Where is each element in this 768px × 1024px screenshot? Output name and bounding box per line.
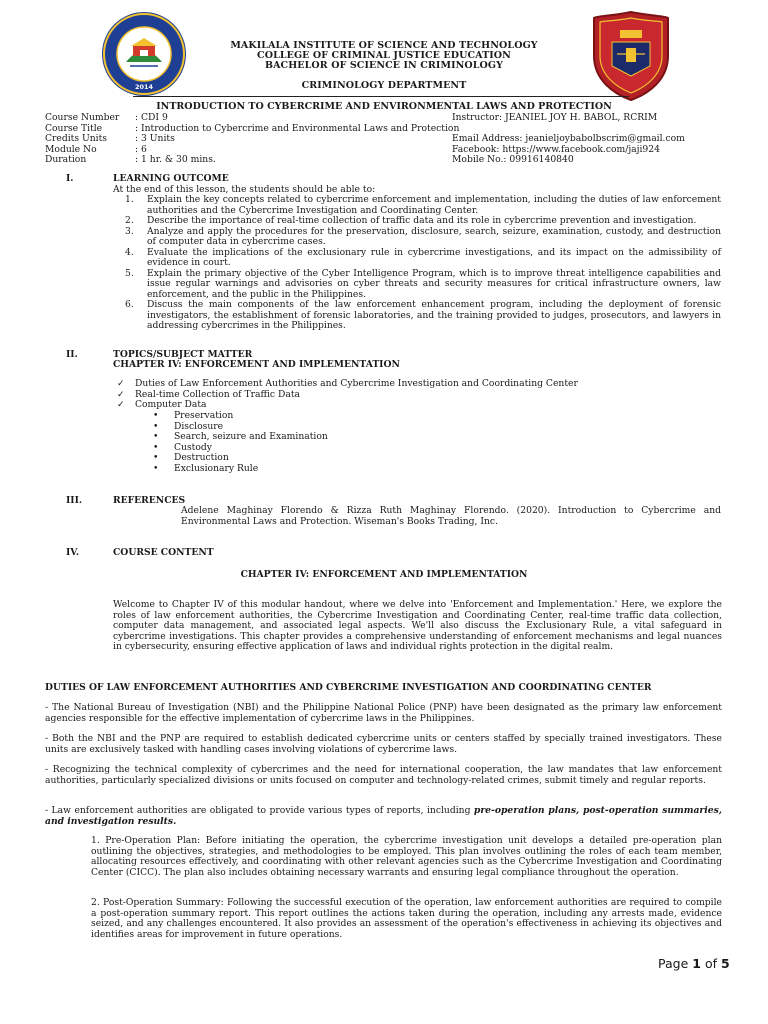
- page-number: Page 1 of 5: [658, 956, 730, 971]
- duties-paragraph-3: - Recognizing the technical complexity of cybercrimes and the need for international cooperation, the law mandates that law enforcement authorities, particularly specialized divisions or units focused on computer and technology-related crimes, submit timely and regular reports.: [45, 764, 722, 786]
- duties-paragraph-4: - Law enforcement authorities are obligated to provide various types of reports, including pre-operation plans, post-operation summaries, and investigation results.: [45, 805, 722, 827]
- list-item: • Exclusionary Rule: [146, 464, 328, 475]
- post-operation-summary-paragraph: 2. Post-Operation Summary: Following the successful execution of the operation, law enforcement authorities are required to compile a post-operation summary report. This report outlines the actions taken during the operation, including any arrests made, evidence seized, and any challenges encountered. It also provides an assessment of the operation's effectiveness in achieving its objectives and identifies areas for improvement in future operations.: [91, 897, 722, 940]
- college-name: COLLEGE OF CRIMINAL JUSTICE EDUCATION: [257, 50, 511, 61]
- duration-label: Duration: [45, 154, 87, 166]
- module-no-label: Module No: [45, 143, 97, 155]
- list-item: ✓ Real-time Collection of Traffic Data: [113, 390, 713, 401]
- section-2-chapter: CHAPTER IV: ENFORCEMENT AND IMPLEMENTATION: [113, 359, 400, 370]
- instructor-email: Email Address: jeanieljoybabolbscrim@gmail.com: [452, 133, 685, 145]
- bullet-icon: •: [153, 410, 159, 421]
- course-number-value: : CDI 9: [135, 112, 168, 123]
- duties-heading: DUTIES OF LAW ENFORCEMENT AUTHORITIES AND CYBERCRIME INVESTIGATION AND COORDINATING CENTER: [45, 682, 652, 693]
- section-3-number: III.: [66, 495, 83, 506]
- instructor-mobile: Mobile No.: 09916140840: [452, 154, 574, 166]
- list-item: • Destruction: [146, 453, 328, 464]
- learning-outcome-intro: At the end of this lesson, the students should be able to:: [113, 184, 376, 195]
- section-2-title: TOPICS/SUBJECT MATTER: [113, 349, 253, 360]
- institution-name: MAKILALA INSTITUTE OF SCIENCE AND TECHNOLOGY: [230, 40, 538, 51]
- instructor-facebook: Facebook: https://www.facebook.com/jaji924: [452, 143, 660, 155]
- check-icon: ✓: [117, 378, 125, 389]
- bullet-icon: •: [153, 431, 159, 443]
- instructor-name: Instructor: JEANIEL JOY H. BABOL, RCRIM: [452, 112, 658, 123]
- check-icon: ✓: [117, 388, 125, 400]
- section-1-title: LEARNING OUTCOME: [113, 173, 229, 184]
- section-4-title: COURSE CONTENT: [113, 547, 214, 558]
- course-info-labels: [45, 113, 137, 166]
- welcome-paragraph: Welcome to Chapter IV of this modular handout, where we delve into 'Enforcement and Implementation.' Here, we explore the roles of law enforcement authorities, the Cybercrime Investigation and Coordinating Center, real-time traffic data collection, computer data management, and associated legal aspects. We'll also discuss the Exclusionary Rule, a vital safeguard in cybercrime investigations. This chapter provides a comprehensive understanding of enforcement mechanisms and legal nuances in cybersecurity, ensuring effective application of laws and individual rights protection in the digital realm.: [113, 599, 722, 652]
- instructor-info: [452, 113, 752, 166]
- check-icon: ✓: [117, 399, 125, 411]
- bullet-icon: •: [153, 462, 159, 474]
- section-3-title: REFERENCES: [113, 495, 186, 506]
- list-item: 6. Discuss the main components of the law enforcement enhancement program, including the deployment of forensic investigators, the establishment of forensic laboratories, and the training provided to judges, prosecutors, and lawyers in addressing cybercrimes in the Philippines.: [125, 299, 721, 331]
- duration-value: : 1 hr. & 30 mins.: [135, 154, 216, 166]
- course-info-values: [135, 113, 485, 166]
- chapter-heading: CHAPTER IV: ENFORCEMENT AND IMPLEMENTATION: [240, 569, 528, 580]
- course-title-value: : Introduction to Cybercrime and Environmental Laws and Protection: [135, 122, 460, 134]
- list-item: 3. Analyze and apply the procedures for the preservation, disclosure, search, seizure, examination, custody, and destruction of computer data in cybercrime cases.: [125, 225, 721, 247]
- list-item: • Search, seizure and Examination: [146, 432, 328, 443]
- list-item: 2. Describe the importance of real-time collection of traffic data and its role in cybercrime prevention and investigation.: [125, 215, 697, 226]
- bullet-icon: •: [153, 452, 159, 464]
- program-name: BACHELOR OF SCIENCE IN CRIMINOLOGY: [264, 60, 504, 71]
- computer-data-sublist: [146, 411, 328, 475]
- course-number-label: Course Number: [45, 112, 120, 123]
- credits-units-value: : 3 Units: [135, 133, 175, 145]
- header-divider: [133, 96, 629, 97]
- credits-units-label: Credits Units: [45, 133, 108, 145]
- bullet-icon: •: [153, 420, 159, 432]
- department-name: CRIMINOLOGY DEPARTMENT: [301, 80, 467, 91]
- list-item: ✓ Computer Data: [113, 400, 713, 411]
- reference-citation: Adelene Maghinay Florendo & Rizza Ruth Maghinay Florendo. (2020). Introduction to Cybercrime and Environmental Laws and Protection. Wiseman's Books Trading, Inc.: [181, 505, 721, 527]
- total-pages: 5: [720, 956, 730, 971]
- module-no-value: : 6: [135, 143, 147, 155]
- seal-year-text: 2014: [134, 83, 154, 91]
- list-item: 1. Explain the key concepts related to cybercrime enforcement and implementation, including the duties of law enforcement authorities and the Cybercrime Investigation and Coordinating Center.: [125, 194, 721, 216]
- list-item: 4. Evaluate the implications of the exclusionary rule in cybercrime investigations, and its impact on the admissibility of evidence in court.: [125, 246, 721, 268]
- list-item: • Custody: [146, 443, 328, 454]
- learning-outcome-list: [113, 195, 721, 332]
- pre-operation-plan-paragraph: 1. Pre-Operation Plan: Before initiating the operation, the cybercrime investigation unit develops a detailed pre-operation plan outlining the objectives, strategies, and methodologies to be employed. This plan involves outlining the roles of each team member, allocating resources effectively, and coordinating with other relevant agencies such as the Cybercrime Investigation and Coordinating Center (CICC). The plan also includes obtaining necessary warrants and ensuring legal compliance throughout the operation.: [91, 835, 722, 878]
- list-item: 5. Explain the primary objective of the Cyber Intelligence Program, which is to improve threat intelligence capabilities and issue regular warnings and advisories on cyber threats and security measures for critical infrastructure owners, law enforcement, and the public in the Philippines.: [125, 267, 721, 300]
- topics-check-list: [113, 379, 713, 411]
- section-1-number: I.: [66, 173, 74, 184]
- current-page: 1: [692, 956, 701, 971]
- duties-paragraph-1: - The National Bureau of Investigation (NBI) and the Philippine National Police (PNP) have been designated as the primary law enforcement agencies responsible for the effective implementation of cybercrime laws in the Philippines.: [45, 702, 722, 724]
- list-item: • Disclosure: [146, 422, 328, 433]
- list-item: ✓ Duties of Law Enforcement Authorities and Cybercrime Investigation and Coordinating Center: [113, 379, 713, 390]
- subject-title: INTRODUCTION TO CYBERCRIME AND ENVIRONMENTAL LAWS AND PROTECTION: [156, 101, 612, 112]
- report-types-emphasis: pre-operation plans, post-operation summaries, and investigation results.: [45, 805, 722, 827]
- duties-paragraph-2: - Both the NBI and the PNP are required to establish dedicated cybercrime units or centers staffed by specially trained investigators. These units are exclusively tasked with handling cases involving violations of cybercrime laws.: [45, 733, 722, 755]
- section-4-number: IV.: [66, 547, 80, 558]
- section-2-number: II.: [66, 349, 78, 360]
- list-item: • Preservation: [146, 411, 328, 422]
- bullet-icon: •: [153, 441, 159, 453]
- course-title-label: Course Title: [45, 122, 103, 134]
